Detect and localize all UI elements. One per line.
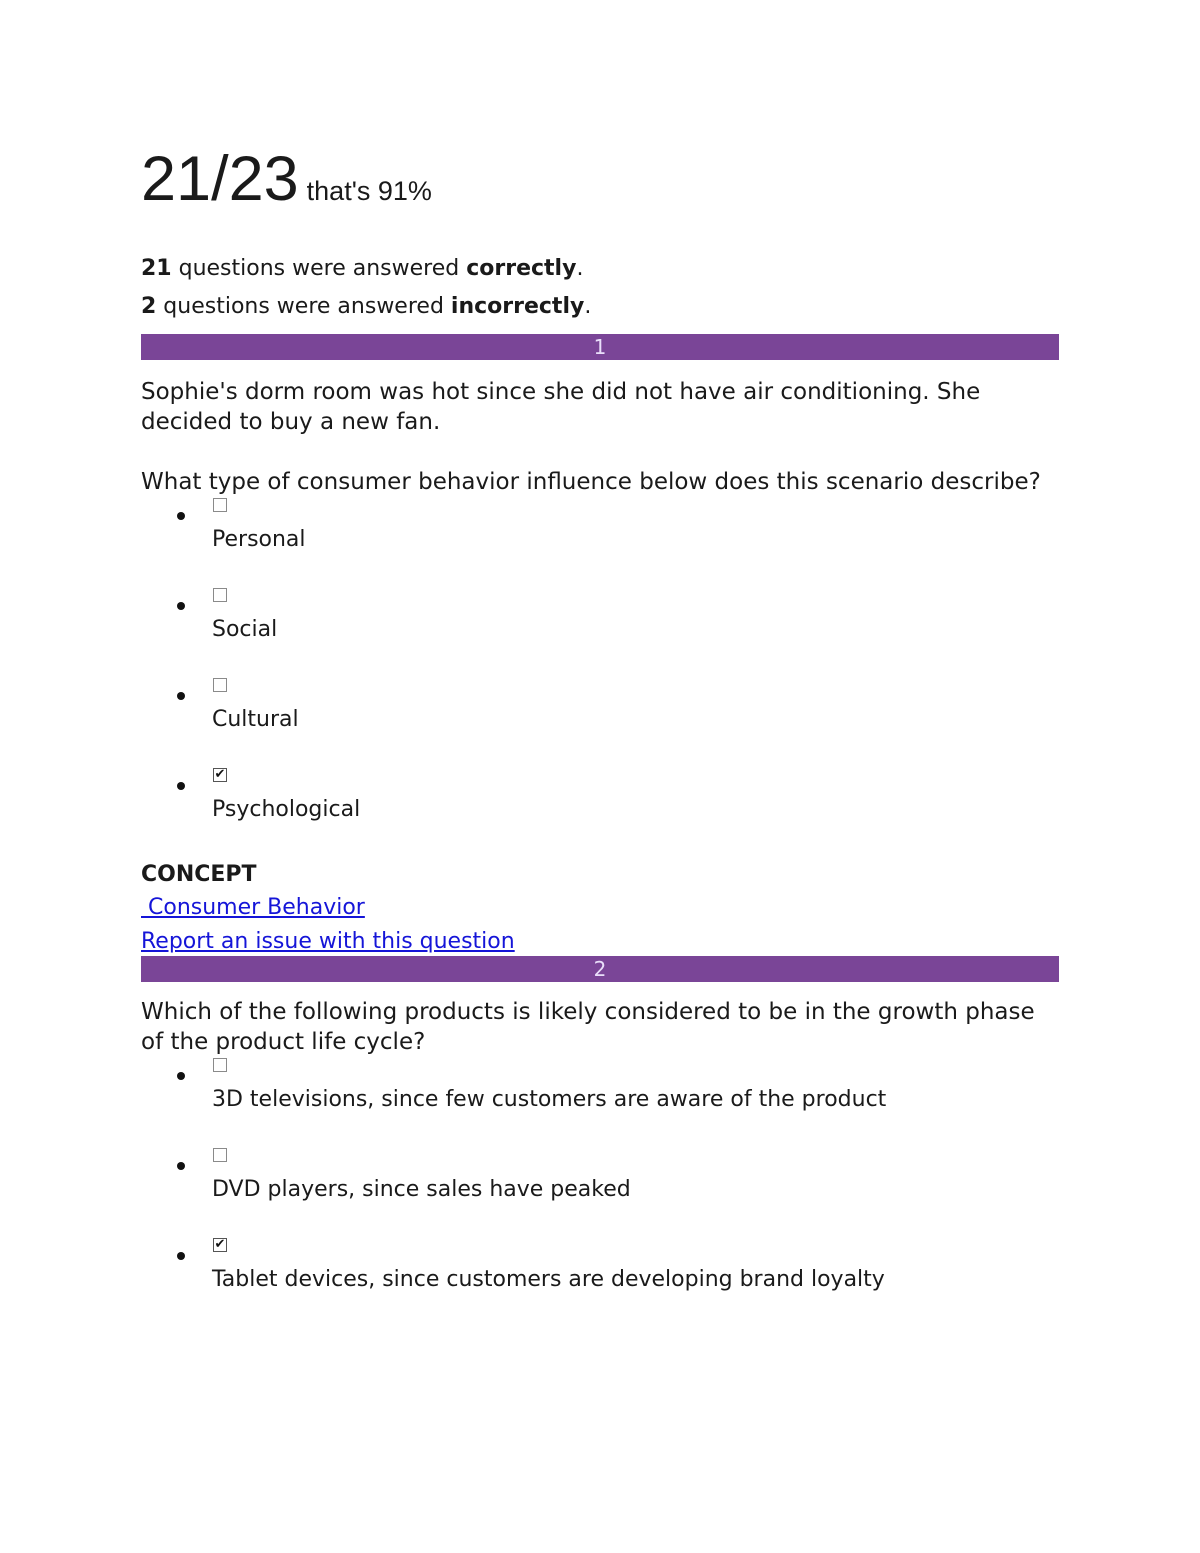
bullet-icon xyxy=(177,602,185,610)
bullet-icon xyxy=(177,1072,185,1080)
answer-option[interactable] xyxy=(141,677,1059,767)
checkbox-unchecked[interactable] xyxy=(213,1058,227,1072)
bullet-icon xyxy=(177,1162,185,1170)
answer-option-selected[interactable] xyxy=(141,1237,1059,1327)
incorrect-word: incorrectly xyxy=(450,294,585,319)
incorrect-summary xyxy=(141,294,1059,320)
option-label: 3D televisions, since few customers are aware of the product xyxy=(212,1087,887,1112)
question-1-options xyxy=(141,497,1059,857)
answer-option[interactable] xyxy=(141,1057,1059,1147)
answer-option-selected[interactable] xyxy=(141,767,1059,857)
bullet-icon xyxy=(177,692,185,700)
question-2-stem: Which of the following products is likely considered to be in the growth phase of the product life cycle? xyxy=(141,999,1035,1055)
question-2-options xyxy=(141,1057,1059,1327)
bullet-icon xyxy=(177,782,185,790)
score-header xyxy=(141,140,1059,218)
checkbox-unchecked[interactable] xyxy=(213,1148,227,1162)
score-fraction: 21/23 xyxy=(141,144,299,214)
quiz-results-page xyxy=(141,140,1059,1327)
option-label: Psychological xyxy=(212,797,361,822)
question-1-header-bar: 1 xyxy=(141,334,1059,360)
checkbox-unchecked[interactable] xyxy=(213,588,227,602)
answer-option[interactable] xyxy=(141,587,1059,677)
question-1-prompt: What type of consumer behavior influence below does this scenario describe? xyxy=(141,469,1041,495)
option-label: DVD players, since sales have peaked xyxy=(212,1177,631,1202)
checkbox-checked-icon[interactable]: ✔ xyxy=(214,767,226,782)
question-2-header-bar: 2 xyxy=(141,956,1059,982)
answer-option[interactable] xyxy=(141,497,1059,587)
incorrect-period: . xyxy=(584,294,592,319)
concept-link[interactable]: Consumer Behavior xyxy=(141,895,365,920)
correct-word: correctly xyxy=(466,256,577,281)
option-label: Tablet devices, since customers are developing brand loyalty xyxy=(212,1267,885,1292)
question-1-stem: Sophie's dorm room was hot since she did not have air conditioning. She decided to buy a new fan. xyxy=(141,379,981,435)
bullet-icon xyxy=(177,512,185,520)
answer-option[interactable] xyxy=(141,1147,1059,1237)
option-label: Personal xyxy=(212,527,306,552)
report-issue-link[interactable]: Report an issue with this question xyxy=(141,929,515,954)
concept-heading: CONCEPT xyxy=(141,862,257,887)
incorrect-summary-text: questions were answered xyxy=(156,294,451,319)
checkbox-unchecked[interactable] xyxy=(213,678,227,692)
correct-period: . xyxy=(576,256,584,281)
checkbox-unchecked[interactable] xyxy=(213,498,227,512)
bullet-icon xyxy=(177,1252,185,1260)
option-label: Cultural xyxy=(212,707,299,732)
incorrect-count: 2 xyxy=(141,294,157,319)
correct-count: 21 xyxy=(141,256,172,281)
checkbox-checked-icon[interactable]: ✔ xyxy=(214,1237,226,1252)
score-percent: that's 91% xyxy=(306,176,432,206)
correct-summary xyxy=(141,256,1059,282)
correct-summary-text: questions were answered xyxy=(171,256,467,281)
option-label: Social xyxy=(212,617,278,642)
